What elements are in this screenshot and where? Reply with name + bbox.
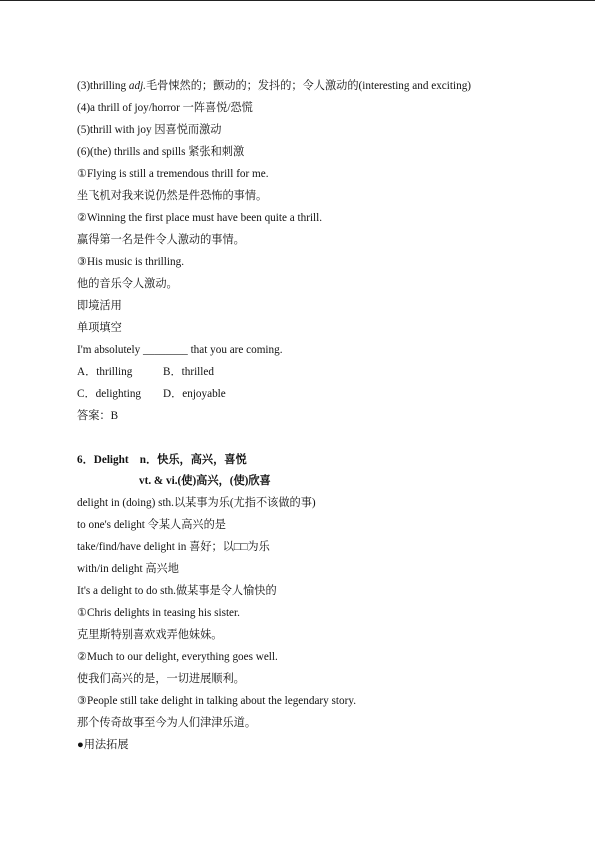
text-line (77, 79, 471, 93)
phrase-line: delight in (doing) sth.以某事为乐(尤指不该做的事) (77, 497, 316, 509)
example-sentence: ②Winning the first place must have been quite a thrill. (77, 212, 323, 224)
section-label: 即境活用 (77, 300, 122, 312)
option-d: D．enjoyable (163, 388, 226, 400)
example-sentence: ②Much to our delight, everything goes well. (77, 651, 278, 663)
example-translation: 那个传奇故事至今为人们津津乐道。 (77, 717, 257, 729)
example-sentence: ③People still take delight in talking about the legendary story. (77, 695, 356, 707)
example-translation: 克里斯特别喜欢戏弄他妹妹。 (77, 629, 223, 641)
option-a: A．thrilling (77, 366, 133, 378)
option-row (77, 365, 214, 379)
text-line: (5)thrill with joy 因喜悦而激动 (77, 124, 222, 136)
phrase-line: take/find/have delight in 喜好；以□□为乐 (77, 541, 270, 553)
option-c: C．delighting (77, 388, 142, 400)
phrase-line: to one's delight 令某人高兴的是 (77, 519, 226, 531)
example-translation: 赢得第一名是件令人激动的事情。 (77, 234, 245, 246)
example-sentence: ①Chris delights in teasing his sister. (77, 607, 240, 619)
section-label: ●用法拓展 (77, 739, 129, 751)
question-stem: I'm absolutely ________ that you are coming. (77, 344, 283, 356)
example-translation: 使我们高兴的是，一切进展顺利。 (77, 673, 245, 685)
example-translation: 坐飞机对我来说仍然是件恐怖的事情。 (77, 190, 268, 202)
entry-heading-sub: vt. & vi.(使)高兴，(使)欣喜 (139, 475, 271, 487)
example-sentence: ①Flying is still a tremendous thrill for me. (77, 168, 269, 180)
top-border-line (0, 0, 595, 1)
text-line: (4)a thrill of joy/horror 一阵喜悦/恐慌 (77, 102, 253, 114)
option-b: B．thrilled (163, 366, 214, 378)
phrase-line: with/in delight 高兴地 (77, 563, 179, 575)
option-row (77, 387, 226, 401)
section-label: 单项填空 (77, 322, 122, 334)
example-sentence: ③His music is thrilling. (77, 256, 184, 268)
answer-text: 答案：B (77, 410, 119, 422)
phrase-line: It's a delight to do sth.做某事是令人愉快的 (77, 585, 277, 597)
part-of-speech: adj. (128, 80, 146, 92)
text-line: (6)(the) thrills and spills 紧张和刺激 (77, 146, 245, 158)
line-text: (3)thrilling (77, 80, 129, 92)
entry-heading: 6．Delight n．快乐，高兴，喜悦 (77, 454, 247, 466)
line-text: 毛骨悚然的；颤动的；发抖的；令人激动的(interesting and exciting) (145, 80, 472, 92)
example-translation: 他的音乐令人激动。 (77, 278, 178, 290)
